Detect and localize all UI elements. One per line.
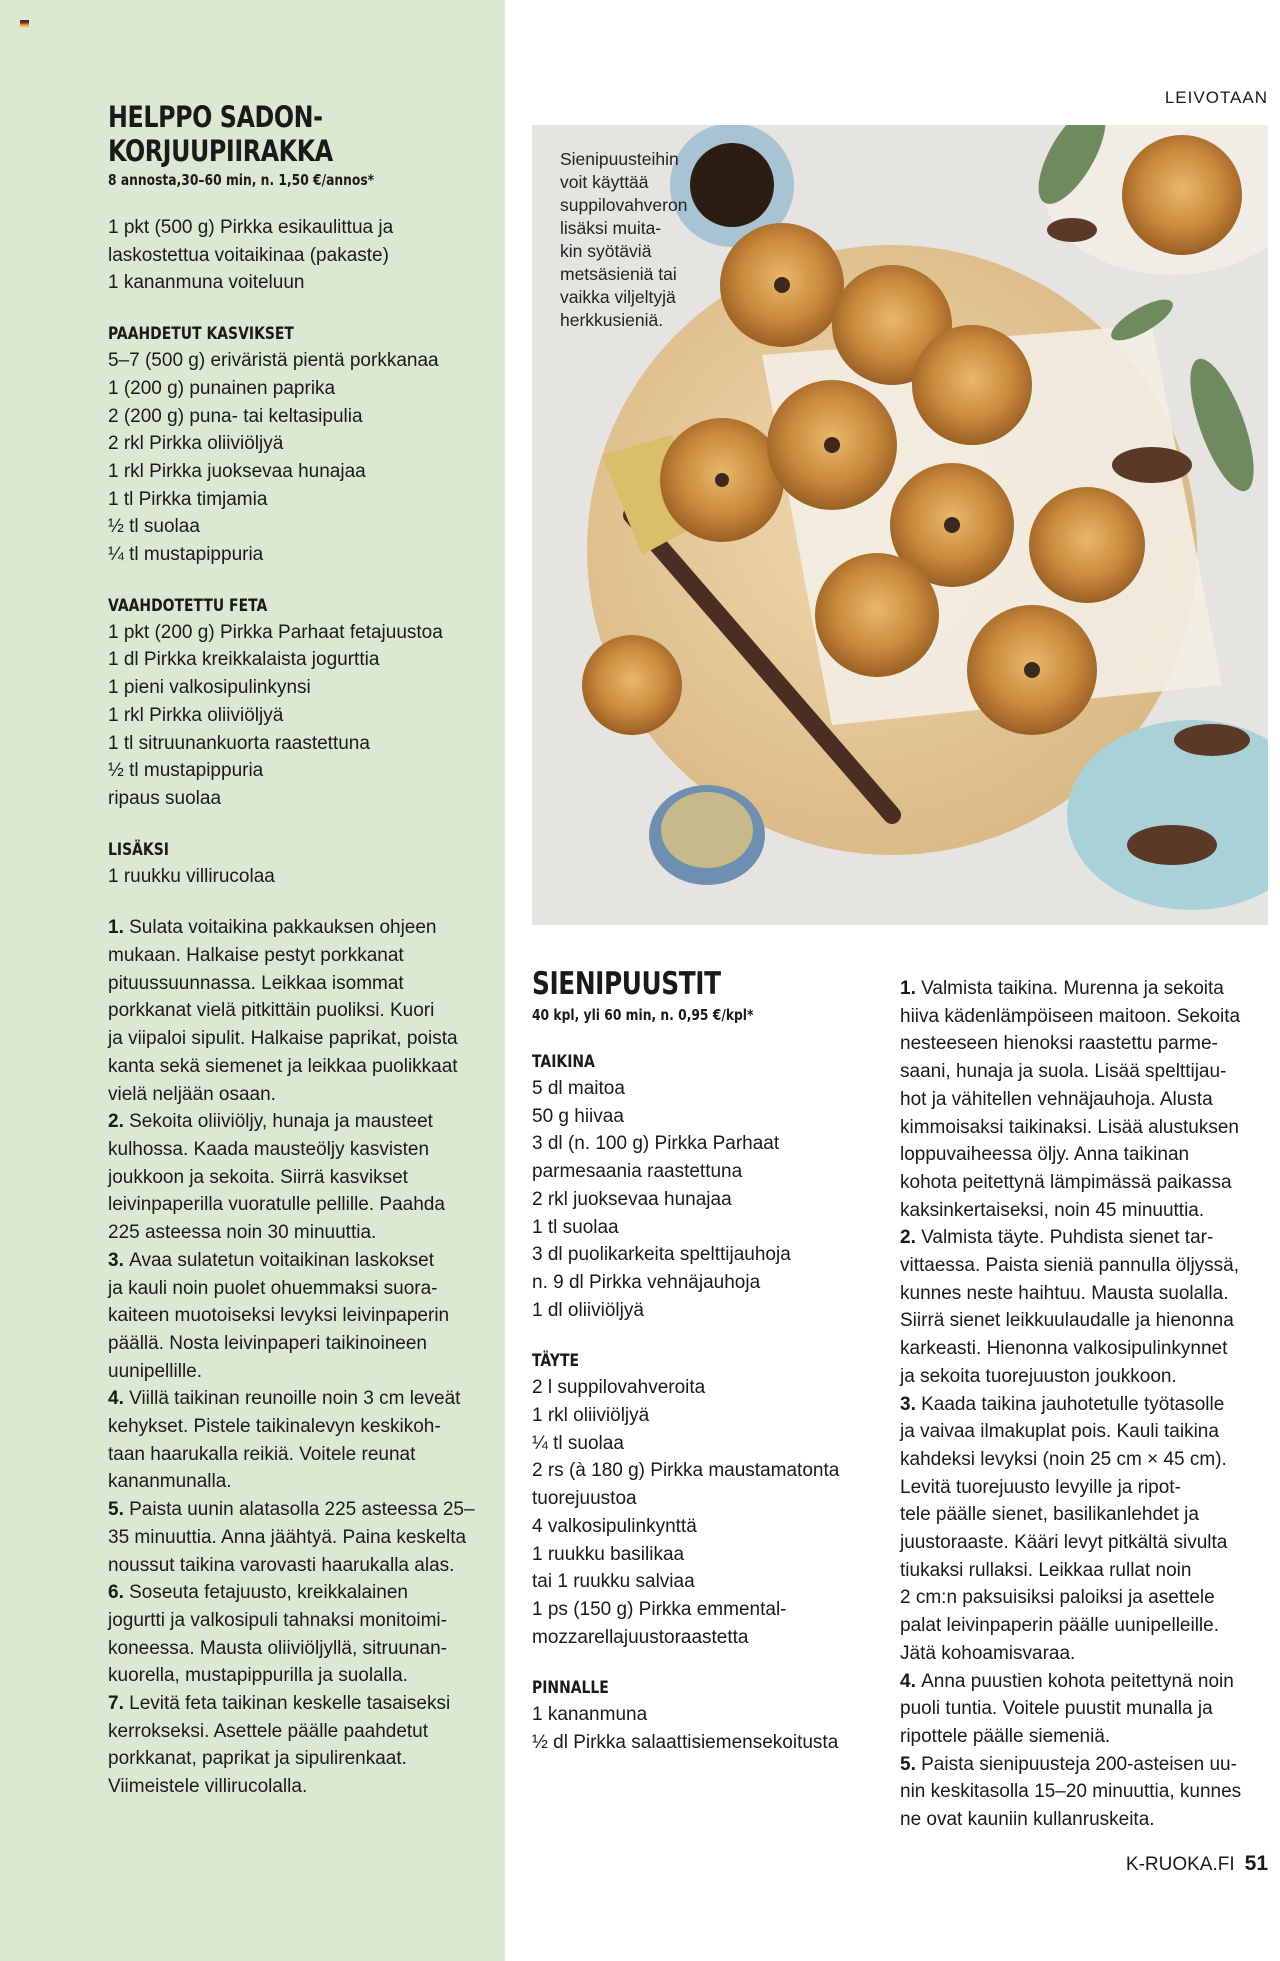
recipe-meta: 8 annosta,30–60 min, n. 1,50 €/annos* — [108, 171, 375, 189]
step-text: ja vaivaa ilmakuplat pois. Kauli taikina — [900, 1421, 1219, 1443]
step-text: Sulata voitaikina pakkauksen ohjeen — [129, 917, 437, 939]
step-text: uunipellille. — [108, 1360, 203, 1382]
step-line — [900, 1501, 1270, 1529]
step-line — [108, 1136, 498, 1164]
recipe-harvest-pie — [108, 100, 498, 1801]
step-text: ne ovat kauniin kullanruskeita. — [900, 1809, 1155, 1831]
recipe-steps — [108, 914, 498, 1801]
step-line — [108, 1302, 498, 1330]
step-text: ripottele päälle siemeniä. — [900, 1725, 1111, 1747]
step-text: Kaada taikina jauhotetulle työtasolle — [921, 1393, 1225, 1415]
step-line — [108, 1413, 498, 1441]
whipped-feta-section: VAAHDOTETTU FETA 1 pkt (200 g) Pirkka Parhaat fetajuustoa 1 dl Pirkka kreikkalaista jogurttia 1 pieni valkosipulinkynsi 1 rkl Pirkka oliiviöljyä 1 tl sitruunankuorta raastettuna ½ tl mustapippuria ripaus suolaa — [108, 593, 498, 813]
step-line — [900, 1806, 1270, 1834]
step-text: loppuvaiheessa öljy. Anna taikinan — [900, 1144, 1190, 1166]
step-line — [900, 1529, 1270, 1557]
step-number: 1. — [108, 917, 130, 939]
section-heading: PAAHDETUT KASVIKSET — [108, 324, 294, 345]
step-text: karkeasti. Hienonna valkosipulinkynnet — [900, 1338, 1228, 1360]
step-text: saani, hunaja ja suola. Lisää spelttijau- — [900, 1061, 1227, 1083]
section-heading: TAIKINA — [532, 1052, 595, 1072]
section-heading: TÄYTE — [532, 1351, 580, 1372]
recipe-mushroom-buns — [532, 965, 877, 1757]
step-line — [900, 1335, 1270, 1363]
step-text: tiukaksi rullaksi. Leikkaa rullat noin — [900, 1559, 1192, 1581]
step-line — [108, 1219, 498, 1247]
step-text: kunnes neste haihtuu. Mausta suolalla. — [900, 1282, 1229, 1304]
step-text: ja viipaloi sipulit. Halkaise paprikat, poista — [108, 1028, 458, 1050]
step-line — [900, 1003, 1270, 1031]
step-number: 5. — [900, 1753, 922, 1775]
step-line — [108, 1579, 498, 1607]
step-number: 2. — [900, 1227, 922, 1249]
step-line — [108, 1468, 498, 1496]
step-number: 4. — [108, 1388, 130, 1410]
recipe-title: SIENIPUUSTIT — [532, 966, 721, 1002]
step-text: 35 minuuttia. Anna jäähtyä. Paina keskelta — [108, 1526, 467, 1548]
extras-section: LISÄKSI 1 ruukku villirucolaa — [108, 837, 498, 891]
step-text: nesteeseen hienoksi raastettu parme- — [900, 1033, 1218, 1055]
step-line — [108, 1275, 498, 1303]
step-text: kanta sekä siemenet ja leikkaa puolikkaat — [108, 1055, 458, 1077]
step-text: porkkanat, paprikat ja sipulirenkaat. — [108, 1748, 407, 1770]
step-line — [900, 1169, 1270, 1197]
step-line — [108, 1053, 498, 1081]
step-line — [900, 1030, 1270, 1058]
step-text: taan haarukalla reikiä. Voitele reunat — [108, 1443, 416, 1465]
step-number: 2. — [108, 1111, 130, 1133]
step-line — [900, 1086, 1270, 1114]
step-text: päällä. Nosta leivinpaperi taikinoineen — [108, 1332, 427, 1354]
step-number: 4. — [900, 1670, 922, 1692]
step-line — [900, 1141, 1270, 1169]
step-line — [900, 1307, 1270, 1335]
step-number: 3. — [108, 1249, 130, 1271]
step-line — [108, 1745, 498, 1773]
step-text: Sekoita oliiviöljy, hunaja ja mausteet — [129, 1111, 433, 1133]
step-text: 2 cm:n paksuisiksi paloiksi ja asettele — [900, 1587, 1215, 1609]
step-line — [900, 1114, 1270, 1142]
step-line — [108, 1718, 498, 1746]
step-line — [108, 1025, 498, 1053]
roasted-vegetables-section: PAAHDETUT KASVIKSET 5–7 (500 g) eriväristä pientä porkkanaa 1 (200 g) punainen paprika 2 (200 g) puna- tai keltasipulia 2 rkl Pirkka oliiviöljyä 1 rkl Pirkka juoksevaa hunajaa 1 tl Pirkka timjamia ½ tl suolaa ¼ tl mustapippuria — [108, 321, 498, 569]
step-text: Viimeistele villirucolalla. — [108, 1776, 308, 1798]
page-number: 51 — [1244, 1852, 1268, 1875]
step-text: Avaa sulatetun voitaikinan laskokset — [129, 1249, 435, 1271]
step-line — [900, 1280, 1270, 1308]
section-heading: VAAHDOTETTU FETA — [108, 595, 268, 616]
recipe-steps — [900, 975, 1270, 1834]
step-text: Anna puustien kohota peitettynä noin — [921, 1670, 1234, 1692]
step-text: joukkoon ja sekoita. Siirrä kasvikset — [108, 1166, 408, 1188]
step-number: 3. — [900, 1393, 922, 1415]
step-text: kimmoisaksi taikinaksi. Lisää alustuksen — [900, 1116, 1239, 1138]
section-heading: LISÄKSI — [108, 839, 169, 860]
page-footer — [1126, 1852, 1268, 1876]
section-heading: PINNALLE — [532, 1678, 609, 1699]
step-line — [900, 1668, 1270, 1696]
step-text: kulhossa. Kaada mausteöljy kasvisten — [108, 1138, 430, 1160]
step-text: Paista uunin alatasolla 225 asteessa 25– — [129, 1499, 475, 1521]
step-line — [108, 970, 498, 998]
step-line — [900, 1751, 1270, 1779]
step-text: palat leivinpaperin päälle uunipelleille. — [900, 1615, 1220, 1637]
step-line — [900, 1058, 1270, 1086]
step-text: Levitä tuorejuusto levyille ja ripot- — [900, 1476, 1181, 1498]
step-text: kohota peitettynä lämpimässä paikassa — [900, 1171, 1232, 1193]
step-text: Jätä kohoamisvaraa. — [900, 1642, 1076, 1664]
flag-icon — [20, 20, 29, 27]
step-text: ja sekoita tuorejuuston joukkoon. — [900, 1365, 1177, 1387]
step-text: Viillä taikinan reunoille noin 3 cm leveät — [129, 1388, 461, 1410]
step-text: kananmunalla. — [108, 1471, 232, 1493]
step-number: 1. — [900, 978, 922, 999]
step-line — [900, 1584, 1270, 1612]
step-text: vielä neljään osaan. — [108, 1083, 276, 1105]
step-text: kerrokseksi. Asettele päälle paahdetut — [108, 1720, 429, 1742]
step-line — [108, 1552, 498, 1580]
step-line — [900, 1612, 1270, 1640]
recipe-title: HELPPO SADON- KORJUUPIIRAKKA — [108, 100, 333, 168]
step-text: vittaessa. Paista sieniä pannulla öljyssä, — [900, 1255, 1240, 1277]
step-line — [900, 975, 1270, 1003]
filling-section: TÄYTE 2 l suppilovahveroita 1 rkl oliiviöljyä ¼ tl suolaa 2 rs (à 180 g) Pirkka maustamatonta tuorejuustoa 4 valkosipulinkynttä 1 ruukku basilikaa tai 1 ruukku salviaa 1 ps (150 g) Pirkka emmental- mozzarellajuustoraastetta — [532, 1348, 877, 1651]
step-line — [108, 1164, 498, 1192]
step-text: mukaan. Halkaise pestyt porkkanat — [108, 945, 404, 967]
step-text: Valmista taikina. Murenna ja sekoita — [921, 978, 1224, 999]
site-name: K-RUOKA.FI — [1125, 1854, 1235, 1875]
step-line — [108, 1524, 498, 1552]
step-line — [108, 1330, 498, 1358]
step-text: Siirrä sienet leikkuulaudalle ja hienonna — [900, 1310, 1234, 1332]
step-line — [900, 1391, 1270, 1419]
step-line — [900, 1224, 1270, 1252]
step-line — [108, 1358, 498, 1386]
recipe-meta: 40 kpl, yli 60 min, n. 0,95 €/kpl* — [532, 1006, 754, 1024]
dough-section: TAIKINA 5 dl maitoa 50 g hiivaa 3 dl (n. 100 g) Pirkka Parhaat parmesaania raastettuna 2 rkl juoksevaa hunajaa 1 tl suolaa 3 dl puolikarkeita spelttijauhoja n. 9 dl Pirkka vehnäjauhoja 1 dl oliiviöljyä — [532, 1049, 877, 1324]
step-text: juustoraaste. Kääri levyt pitkältä sivulta — [900, 1532, 1228, 1554]
step-line — [108, 1247, 498, 1275]
step-line — [900, 1474, 1270, 1502]
step-number: 7. — [108, 1693, 130, 1715]
step-line — [108, 1108, 498, 1136]
step-line — [108, 997, 498, 1025]
step-line — [108, 1635, 498, 1663]
step-line — [108, 1385, 498, 1413]
step-line — [108, 1496, 498, 1524]
step-line — [108, 1607, 498, 1635]
step-line — [108, 1662, 498, 1690]
step-line — [108, 1773, 498, 1801]
step-line — [900, 1418, 1270, 1446]
step-text: ja kauli noin puolet ohuemmaksi suora- — [108, 1277, 438, 1299]
step-text: hot ja vähitellen vehnäjauhoja. Alusta — [900, 1088, 1213, 1110]
step-line — [900, 1446, 1270, 1474]
step-text: Paista sienipuusteja 200-asteisen uu- — [921, 1753, 1237, 1775]
step-text: Valmista täyte. Puhdista sienet tar- — [921, 1227, 1214, 1249]
step-text: porkkanat vielä pitkittäin puoliksi. Kuori — [108, 1000, 435, 1022]
step-text: koneessa. Mausta oliiviöljyllä, sitruunan- — [108, 1637, 447, 1659]
base-ingredients: 1 pkt (500 g) Pirkka esikaulittua ja laskostettua voitaikinaa (pakaste) 1 kananmuna voiteluun — [108, 217, 394, 294]
step-line — [900, 1778, 1270, 1806]
step-text: 225 asteessa noin 30 minuuttia. — [108, 1222, 377, 1244]
step-text: Levitä feta taikinan keskelle tasaiseksi — [129, 1693, 451, 1715]
step-text: kaiteen muotoiseksi levyksi leivinpaperin — [108, 1305, 450, 1327]
step-text: Soseuta fetajuusto, kreikkalainen — [129, 1582, 408, 1604]
step-text: kaksinkertaiseksi, noin 45 minuuttia. — [900, 1199, 1205, 1221]
step-text: pituussuunnassa. Leikkaa isommat — [108, 972, 404, 994]
step-line — [900, 1723, 1270, 1751]
topping-section: PINNALLE 1 kananmuna ½ dl Pirkka salaattisiemensekoitusta — [532, 1675, 877, 1756]
step-line — [108, 1690, 498, 1718]
step-text: hiiva kädenlämpöiseen maitoon. Sekoita — [900, 1005, 1241, 1027]
step-number: 5. — [108, 1499, 130, 1521]
step-text: noussut taikina varovasti haarukalla alas. — [108, 1554, 455, 1576]
step-text: jogurtti ja valkosipuli tahnaksi monitoimi- — [108, 1609, 447, 1631]
photo-caption: Sienipuusteihin voit käyttää suppilovahveron lisäksi muita- kin syötäviä metsäsieniä tai vaikka viljeltyjä herkkusieniä. — [560, 149, 688, 330]
step-text: kehykset. Pistele taikinalevyn keskikoh- — [108, 1416, 441, 1438]
step-line — [900, 1363, 1270, 1391]
step-line — [900, 1557, 1270, 1585]
step-line — [108, 1441, 498, 1469]
step-line — [108, 1191, 498, 1219]
section-label: LEIVOTAAN — [1164, 88, 1268, 107]
step-line — [900, 1252, 1270, 1280]
step-line — [900, 1197, 1270, 1225]
step-line — [108, 914, 498, 942]
step-text: puoli tuntia. Voitele puustit munalla ja — [900, 1698, 1213, 1720]
step-line — [108, 942, 498, 970]
step-text: kahdeksi levyksi (noin 25 cm × 45 cm). — [900, 1448, 1227, 1470]
step-text: leivinpaperilla vuoratulle pellille. Paahda — [108, 1194, 445, 1216]
step-line — [108, 1081, 498, 1109]
step-line — [900, 1695, 1270, 1723]
step-number: 6. — [108, 1582, 130, 1604]
step-line — [900, 1640, 1270, 1668]
step-text: nin keskitasolla 15–20 minuuttia, kunnes — [900, 1781, 1242, 1803]
step-text: tele päälle sienet, basilikanlehdet ja — [900, 1504, 1199, 1526]
step-text: kuorella, mustapippurilla ja suolalla. — [108, 1665, 408, 1687]
